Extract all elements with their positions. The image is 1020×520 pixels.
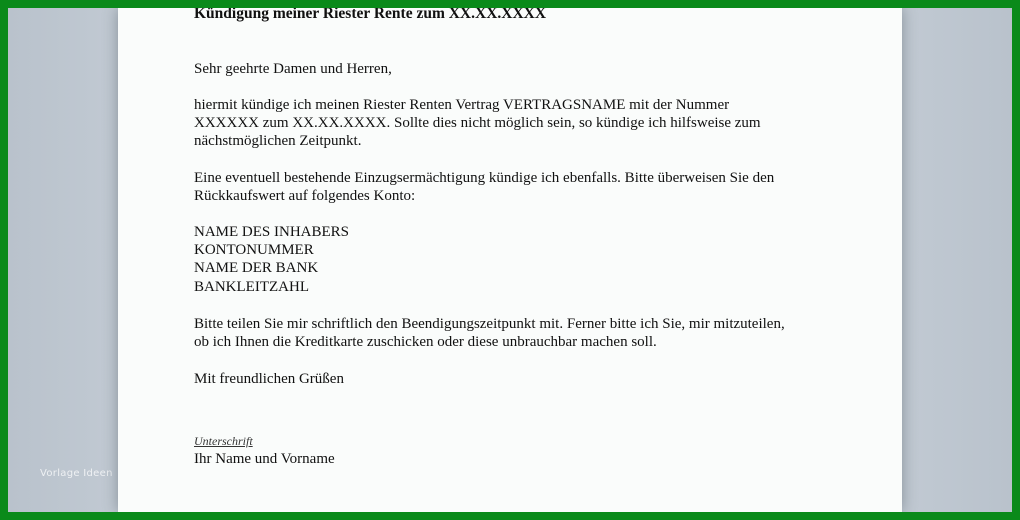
document-page[interactable]: [118, 5, 902, 512]
account-holder-line: NAME DES INHABERS: [194, 224, 350, 240]
signature-name: Ihr Name und Vorname: [194, 451, 335, 467]
account-number-line: KONTONUMMER: [194, 242, 314, 258]
letter-paragraph-1: hiermit kündige ich meinen Riester Renten Vertrag VERTRAGSNAME mit der Nummer XXXXXX zum XX.XX.XXXX. Sollte dies nicht möglich sein, so kündige ich hilfsweise zum nächstmöglichen Zeitpunkt.: [194, 97, 761, 149]
letter-closing: Mit freundlichen Grüßen: [194, 371, 344, 387]
letter-paragraph-3: Bitte teilen Sie mir schriftlich den Beendigungszeitpunkt mit. Ferner bitte ich Sie, mir mitzuteilen, ob ich Ihnen die Kreditkarte zuschicken oder diese unbrauchbar machen soll.: [194, 316, 785, 350]
bank-code-line: BANKLEITZAHL: [194, 279, 309, 295]
signature-label: Unterschrift: [194, 434, 253, 448]
letter-subject: Kündigung meiner Riester Rente zum XX.XX.XXXX: [194, 5, 547, 22]
letter-salutation: Sehr geehrte Damen und Herren,: [194, 61, 392, 77]
letter-paragraph-2: Eine eventuell bestehende Einzugsermächtigung kündige ich ebenfalls. Bitte überweisen Sie den Rückkaufswert auf folgendes Konto:: [194, 170, 775, 204]
bank-name-line: NAME DER BANK: [194, 260, 319, 276]
watermark: Vorlage Ideen: [40, 468, 113, 479]
